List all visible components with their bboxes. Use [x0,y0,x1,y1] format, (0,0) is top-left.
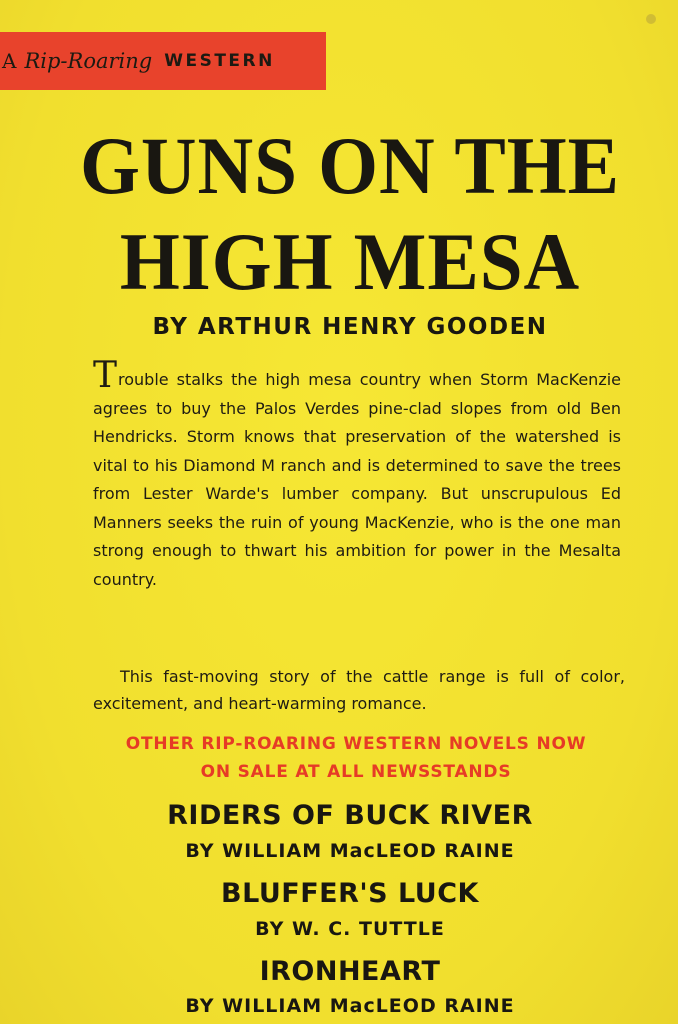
blurb-paragraph-1 [93,355,621,594]
banner-series: Rip-Roaring [24,49,153,73]
book-author: BY ARTHUR HENRY GOODEN [152,314,548,340]
blurb-paragraph-2: This fast-moving story of the cattle range is full of color, excitement, and heart-warming romance. [93,667,625,713]
banner-genre: WESTERN [164,51,275,71]
other-book-title: BLUFFER'S LUCK [221,878,479,909]
other-novels-line-1: OTHER RIP-ROARING WESTERN NOVELS NOW [125,734,587,754]
paper-speck [646,14,656,24]
other-book-author: BY WILLIAM MacLEOD RAINE [185,995,515,1017]
other-novels-line-2: ON SALE AT ALL NEWSSTANDS [200,762,512,782]
other-book-author: BY W. C. TUTTLE [255,918,445,940]
other-book-title: RIDERS OF BUCK RIVER [167,800,533,831]
other-book-title: IRONHEART [259,956,441,987]
banner-prefix: A [2,49,17,73]
drop-cap: T [93,355,118,396]
blurb-paragraph-1-text: rouble stalks the high mesa country when Storm MacKenzie agrees to buy the Palos Verdes pine-clad slopes from old Ben Hendricks. Storm knows that preservation of the watershed is vital to his Diamond M ranch and is determined to save the trees from Lester Warde's lumber company. But unscrupulous Ed Manners seeks the ruin of young MacKenzie, who is the one man strong enough to thwart his ambition for power in the Mesalta country. [93,370,621,589]
other-book-author: BY WILLIAM MacLEOD RAINE [185,840,515,862]
title-line-2: HIGH MESA [119,216,581,307]
other-novels-heading [80,730,632,786]
series-banner [0,32,326,90]
title-line-1: GUNS ON THE [79,120,621,211]
book-title [77,118,622,310]
